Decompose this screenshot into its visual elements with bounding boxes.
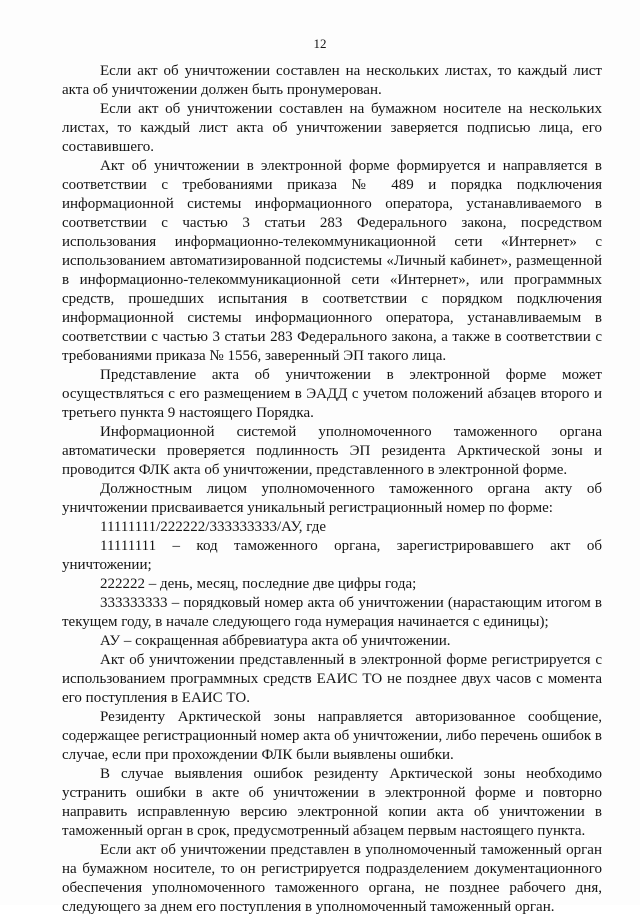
paragraph: Если акт об уничтожении представлен в уполномоченный таможенный орган на бумажном носителе, то он регистрируется подразделением документационного обеспечения уполномоченного таможенного органа, не позднее рабочего дня, следующего за днем его поступления в уполномоченный таможенный орган.: [62, 842, 602, 915]
format-part-abbreviation: АУ – сокращенная аббревиатура акта об уничтожении.: [100, 633, 451, 649]
format-part-date: 222222 – день, месяц, последние две цифры года;: [100, 576, 417, 592]
paragraph: Информационной системой уполномоченного таможенного органа автоматически проверяется подлинность ЭП резидента Арктической зоны и проводится ФЛК акта об уничтожении, представленного в электронной форме.: [62, 424, 602, 478]
paragraph: Если акт об уничтожении составлен на нескольких листах, то каждый лист акта об уничтожении должен быть пронумерован.: [62, 63, 602, 98]
paragraph: Должностным лицом уполномоченного таможенного органа акту об уничтожении присваивается уникальный регистрационный номер по форме:: [62, 481, 602, 516]
paragraph: Акт об уничтожении представленный в электронной форме регистрируется с использованием программных средств ЕАИС ТО не позднее двух часов с момента его поступления в ЕАИС ТО.: [62, 652, 602, 706]
format-part-sequence: 333333333 – порядковый номер акта об уничтожении (нарастающим итогом в текущем году, в начале следующего года нумерация начинается с единицы);: [62, 595, 602, 630]
registration-number-format: 11111111/222222/333333333/АУ, где: [100, 519, 326, 535]
paragraph: Резиденту Арктической зоны направляется авторизованное сообщение, содержащее регистрационный номер акта об уничтожении, либо перечень ошибок в случае, если при прохождении ФЛК были выявлены ошибки.: [62, 709, 602, 763]
paragraph: Если акт об уничтожении составлен на бумажном носителе на нескольких листах, то каждый лист акта об уничтожении заверяется подписью лица, его составившего.: [62, 101, 602, 155]
format-part-customs-code: 11111111 – код таможенного органа, зарегистрировавшего акт об уничтожении;: [62, 538, 602, 573]
paragraph: Акт об уничтожении в электронной форме формируется и направляется в соответствии с требованиями приказа № 489 и порядка подключения информационной системы информационного оператора, устанавливаемого в соответствии с частью 3 статьи 283 Федерального закона, посредством использования информационно-телекоммуникационной сети «Интернет» с использованием автоматизированной подсистемы «Личный кабинет», размещенной в информационно-телекоммуникационной сети «Интернет», или программных средств, прошедших испытания в соответствии с порядком подключения информационной системы информационного оператора, устанавливаемым в соответствии с частью 3 статьи 283 Федерального закона, а также в соответствии с требованиями приказа № 1556, заверенный ЭП такого лица.: [62, 158, 602, 364]
paragraph: В случае выявления ошибок резиденту Арктической зоны необходимо устранить ошибки в акте об уничтожении в электронной форме и повторно направить исправленную версию электронной копии акта об уничтожении в таможенный орган в срок, предусмотренный абзацем первым настоящего пункта.: [62, 766, 602, 839]
paragraph: Представление акта об уничтожении в электронной форме может осуществляться с его размещением в ЭАДД с учетом положений абзацев второго и третьего пункта 9 настоящего Порядка.: [62, 367, 602, 421]
document-body: [62, 62, 602, 917]
page-number: 12: [313, 36, 327, 51]
